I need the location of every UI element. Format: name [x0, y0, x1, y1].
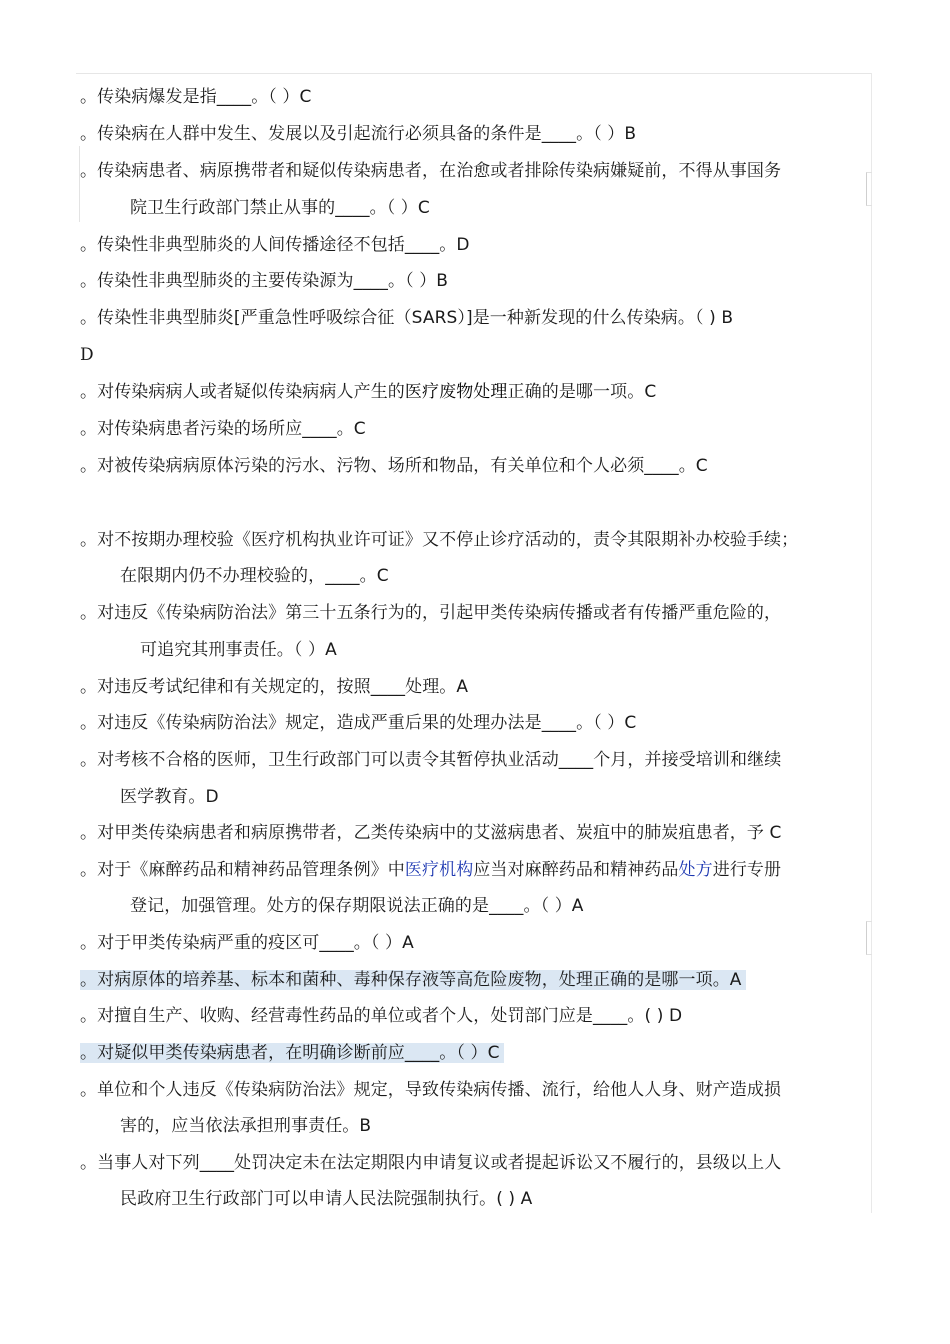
question-line: 。传染病在人群中发生、发展以及引起流行必须具备的条件是____。（ ）B — [80, 124, 637, 144]
question-continuation: 害的，应当依法承担刑事责任。B — [120, 1116, 372, 1136]
highlighted-text: 。对病原体的培养基、标本和菌种、毒种保存液等高危险废物，处理正确的是哪一项。A — [80, 970, 746, 990]
frame-top-border — [76, 73, 872, 74]
question-line: 。对不按期办理校验《医疗机构执业许可证》又不停止诊疗活动的，责令其限期补办校验手续； — [80, 530, 799, 550]
answer-line: D — [80, 345, 94, 365]
question-text: 应当对麻醉药品和精神药品 — [473, 860, 679, 880]
frame-right-border — [871, 73, 872, 1213]
question-line: 。对违反《传染病防治法》第三十五条行为的，引起甲类传染病传播或者有传播严重危险的， — [80, 603, 782, 623]
link-medical-institution[interactable]: 医疗机构 — [404, 860, 474, 880]
question-line: 。当事人对下列____处罚决定未在法定期限内申请复议或者提起诉讼又不履行的，县级以上人 — [80, 1153, 782, 1173]
margin-tab-marker — [866, 921, 872, 955]
question-text: 。对于《麻醉药品和精神药品管理条例》中 — [80, 860, 405, 880]
question-line: 。传染病爆发是指____。（ ）C — [80, 87, 312, 107]
bold-term: 医疗废物处理 — [404, 382, 508, 402]
question-continuation: 医学教育。D — [120, 787, 219, 807]
question-continuation: 院卫生行政部门禁止从事的____。（ ）C — [130, 198, 430, 218]
highlighted-text: 。对疑似甲类传染病患者，在明确诊断前应____。（ ）C — [80, 1043, 504, 1063]
question-line: 。单位和个人违反《传染病防治法》规定，导致传染病传播、流行，给他人人身、财产造成损 — [80, 1080, 782, 1100]
question-line: 。对甲类传染病患者和病原携带者，乙类传染病中的艾滋病患者、炭疽中的肺炭疽患者，予 C — [80, 823, 782, 843]
question-text: 进行专册 — [712, 860, 782, 880]
question-line — [80, 857, 781, 883]
question-line: 。传染性非典型肺炎的人间传播途径不包括____。D — [80, 235, 470, 255]
question-line: 。传染病患者、病原携带者和疑似传染病患者，在治愈或者排除传染病嫌疑前，不得从事国务 — [80, 161, 782, 181]
link-prescription[interactable]: 处方 — [678, 860, 713, 880]
question-line: 。传染性非典型肺炎[严重急性呼吸综合征（SARS）]是一种新发现的什么传染病。（ ) B — [80, 308, 734, 328]
question-text: 正确的是哪一项。C — [507, 382, 657, 402]
question-continuation: 可追究其刑事责任。（ ）A — [140, 640, 337, 660]
question-line: 。对考核不合格的医师，卫生行政部门可以责令其暂停执业活动____个月，并接受培训和继续 — [80, 750, 782, 770]
question-line: 。对传染病患者污染的场所应____。C — [80, 419, 366, 439]
margin-tab-marker — [866, 172, 872, 206]
question-continuation: 民政府卫生行政部门可以申请人民法院强制执行。( ) A — [120, 1189, 533, 1209]
question-text: 。对传染病病人或者疑似传染病病人产生的 — [80, 382, 405, 402]
question-line: 。对违反考试纪律和有关规定的，按照____处理。A — [80, 677, 469, 697]
question-line-highlighted — [80, 1040, 504, 1066]
question-continuation: 登记，加强管理。处方的保存期限说法正确的是____。（ ）A — [130, 896, 584, 916]
question-line: 。传染性非典型肺炎的主要传染源为____。（ ）B — [80, 271, 449, 291]
question-line-highlighted — [80, 967, 746, 993]
question-line — [80, 379, 656, 405]
question-line: 。对擅自生产、收购、经营毒性药品的单位或者个人，处罚部门应是____。( ) D — [80, 1006, 683, 1026]
question-continuation: 在限期内仍不办理校验的，____。C — [120, 566, 389, 586]
question-line: 。对被传染病病原体污染的污水、污物、场所和物品，有关单位和个人必须____。C — [80, 456, 708, 476]
question-line: 。对于甲类传染病严重的疫区可____。（ ）A — [80, 933, 414, 953]
question-line: 。对违反《传染病防治法》规定，造成严重后果的处理办法是____。（ ）C — [80, 713, 637, 733]
